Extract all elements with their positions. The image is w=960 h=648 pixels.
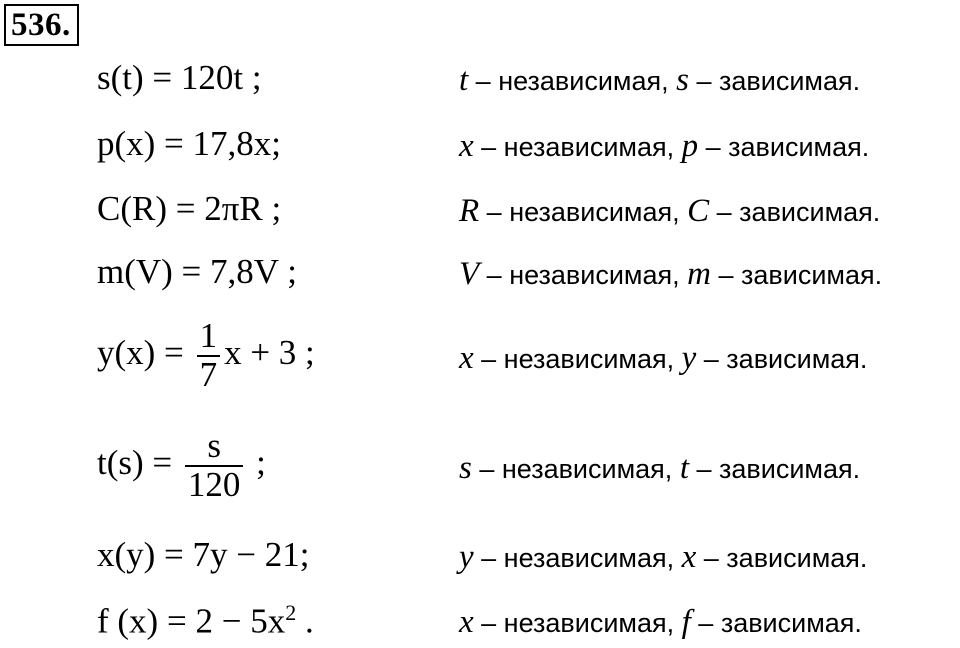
formula-rhs: . [296, 601, 314, 641]
formula [97, 318, 315, 394]
fraction-numerator: s [185, 428, 244, 467]
formula: m(V) = 7,8V ; [97, 252, 297, 291]
exponent: 2 [285, 600, 297, 625]
dependent-variable: f [681, 604, 691, 640]
formula [97, 428, 266, 504]
formula: x(y) = 7y − 21; [97, 535, 310, 574]
independent-label: – независимая, [473, 344, 682, 374]
independent-variable: y [459, 539, 474, 575]
independent-variable: s [459, 450, 472, 486]
formula: s(t) = 120t ; [97, 58, 262, 97]
formula [97, 600, 314, 642]
variable-description [459, 450, 860, 487]
dependent-label: – зависимая. [710, 260, 883, 290]
formula-rhs: x + 3 ; [224, 332, 315, 372]
formula-lhs: f (x) = 2 − 5x [97, 601, 286, 641]
formula: p(x) = 17,8x; [97, 124, 282, 163]
variable-description [459, 128, 869, 165]
formula-lhs: y(x) = [97, 332, 193, 372]
independent-label: – независимая, [473, 543, 682, 573]
dependent-variable: m [687, 256, 711, 292]
independent-label: – независимая, [473, 608, 682, 638]
fraction [185, 428, 244, 504]
independent-variable: R [459, 193, 480, 229]
formula-rhs: ; [247, 442, 266, 482]
dependent-variable: t [679, 450, 689, 486]
fraction-denominator: 7 [199, 354, 218, 394]
independent-label: – независимая, [473, 132, 682, 162]
dependent-label: – зависимая. [698, 132, 870, 162]
variable-description [459, 340, 867, 377]
independent-label: – независимая, [479, 197, 688, 227]
dependent-variable: s [676, 62, 689, 98]
independent-variable: V [459, 256, 480, 292]
independent-label: – независимая, [471, 454, 680, 484]
dependent-label: – зависимая. [696, 543, 868, 573]
formula-lhs: t(s) = [97, 442, 181, 482]
variable-description [459, 193, 880, 230]
formula: C(R) = 2πR ; [97, 189, 282, 228]
variable-description [459, 539, 867, 576]
independent-variable: x [459, 604, 474, 640]
dependent-variable: x [681, 539, 697, 575]
variable-description [459, 256, 882, 293]
dependent-label: – зависимая. [690, 608, 862, 638]
dependent-variable: p [681, 128, 699, 164]
dependent-variable: y [681, 340, 697, 376]
independent-label: – независимая, [479, 260, 688, 290]
fraction-denominator: 120 [187, 464, 241, 504]
dependent-label: – зависимая. [696, 344, 868, 374]
fraction-numerator: 1 [197, 318, 221, 357]
dependent-label: – зависимая. [688, 454, 861, 484]
variable-description [459, 604, 862, 641]
independent-variable: t [459, 62, 469, 98]
independent-label: – независимая, [468, 66, 677, 96]
dependent-label: – зависимая. [709, 197, 881, 227]
variable-description [459, 62, 860, 99]
independent-variable: x [459, 128, 474, 164]
problem-number: 536. [4, 4, 79, 46]
dependent-variable: C [687, 193, 710, 229]
fraction [197, 318, 221, 394]
independent-variable: x [459, 340, 474, 376]
dependent-label: – зависимая. [688, 66, 861, 96]
